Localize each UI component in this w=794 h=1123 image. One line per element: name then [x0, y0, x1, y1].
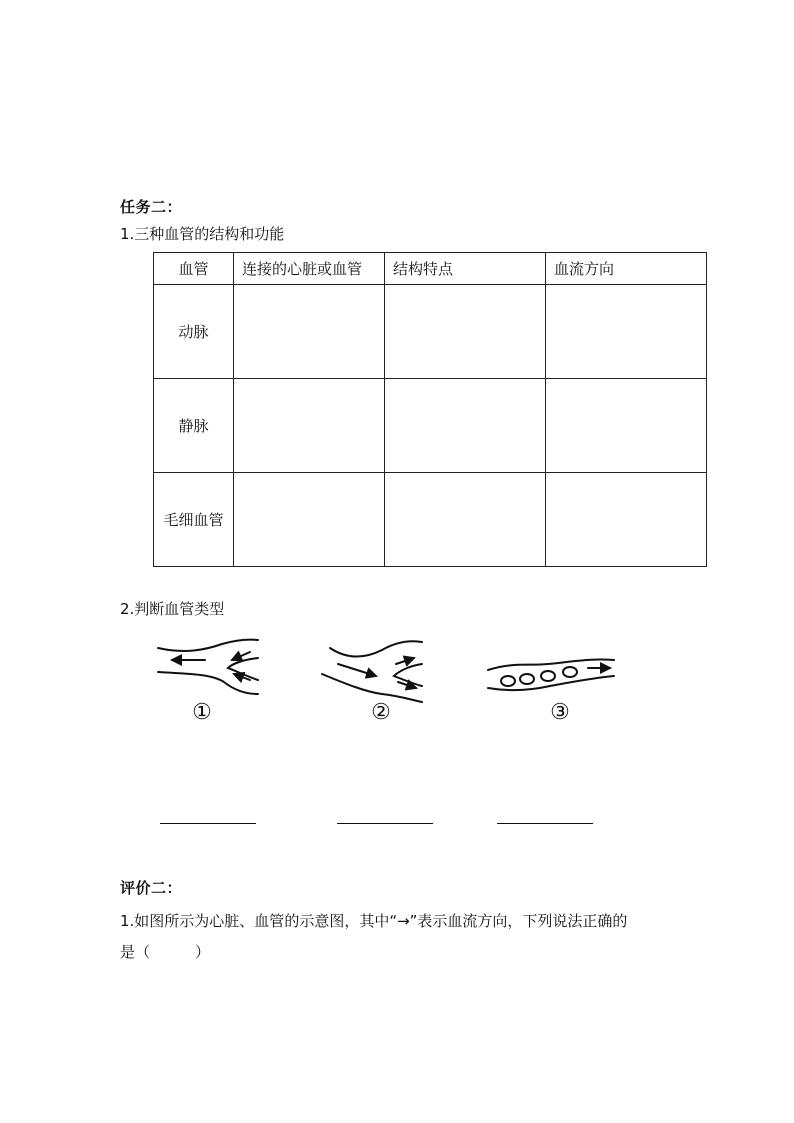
blank-cell[interactable]: [234, 285, 385, 379]
header-structure: 结构特点: [385, 253, 546, 285]
header-flow-direction: 血流方向: [546, 253, 707, 285]
answer-blank-2[interactable]: [337, 823, 433, 824]
figure-2-label: ②: [371, 700, 391, 725]
question2-title: 2.判断血管类型: [120, 600, 225, 618]
vessels-branching-arrows-right-icon: [318, 636, 433, 706]
figure-1-vessel: [150, 636, 265, 701]
answer-blank-1[interactable]: [160, 823, 256, 824]
blank-cell[interactable]: [546, 285, 707, 379]
blank-cell[interactable]: [234, 379, 385, 473]
task2-heading: 任务二：: [120, 198, 183, 216]
blank-cell[interactable]: [234, 473, 385, 567]
blank-cell[interactable]: [385, 379, 546, 473]
vessel-table: [153, 252, 707, 567]
answer-blank-3[interactable]: [497, 823, 593, 824]
blank-cell[interactable]: [385, 473, 546, 567]
question1-title: 1.三种血管的结构和功能: [120, 225, 285, 243]
eval-question1-line1: 1.如图所示为心脏、血管的示意图，其中“→”表示血流方向，下列说法正确的: [120, 912, 628, 930]
table-header-row: [154, 253, 707, 285]
row-label-artery: 动脉: [154, 285, 234, 379]
eval2-heading: 评价二：: [120, 879, 183, 897]
figure-3-vessel: [482, 652, 622, 697]
figure-1-label: ①: [192, 700, 212, 725]
header-vessel: 血管: [154, 253, 234, 285]
capillary-single-file-cells-icon: [482, 652, 622, 697]
figure-3-label: ③: [550, 700, 570, 725]
blank-cell[interactable]: [546, 473, 707, 567]
row-label-capillary: 毛细血管: [154, 473, 234, 567]
header-connection: 连接的心脏或血管: [234, 253, 385, 285]
vessels-merging-arrows-left-icon: [150, 636, 265, 701]
table-row-artery: [154, 285, 707, 379]
row-label-vein: 静脉: [154, 379, 234, 473]
figure-2-vessel: [318, 636, 433, 706]
blank-cell[interactable]: [385, 285, 546, 379]
blank-cell[interactable]: [546, 379, 707, 473]
table-row-capillary: [154, 473, 707, 567]
table-row-vein: [154, 379, 707, 473]
eval-question1-line2: 是（ ）: [120, 943, 211, 961]
